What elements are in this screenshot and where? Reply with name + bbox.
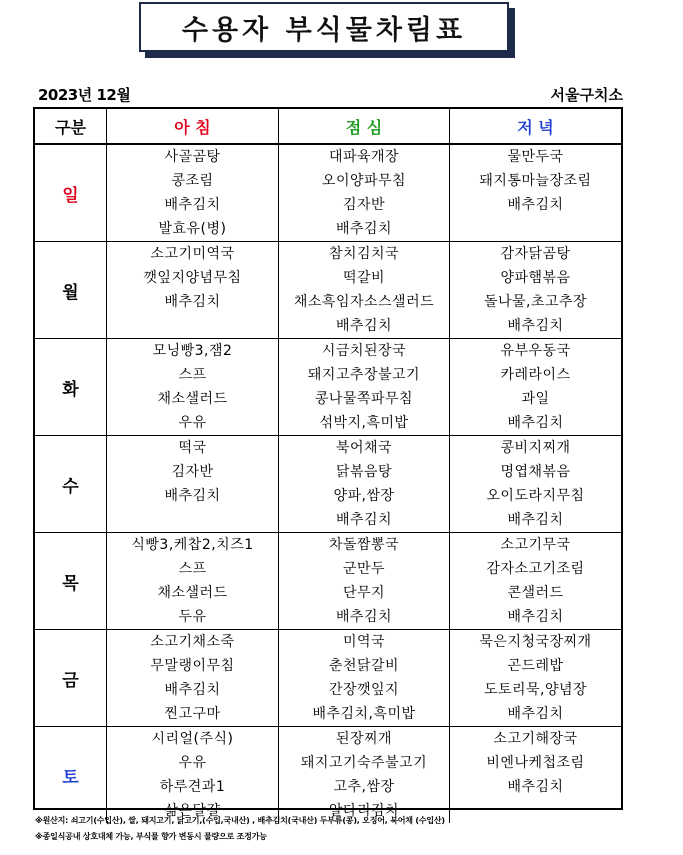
header-lunch: 점 심: [279, 109, 450, 145]
dish-item: 물만두국: [507, 149, 564, 165]
dish-item: 참치김치국: [328, 246, 400, 262]
dish-item: 시금치된장국: [321, 343, 407, 359]
header-breakfast: 아 침: [107, 109, 279, 145]
dish-item: 도토리묵,양념장: [483, 682, 588, 698]
dish-item: 콩조림: [171, 173, 214, 189]
dish-item: 양파햄볶음: [500, 270, 571, 286]
day-label: 토: [35, 727, 107, 823]
dinner-cell: [450, 533, 621, 630]
dish-item: 채소샐러드: [157, 391, 228, 407]
dish-item: 무말랭이무침: [150, 658, 235, 674]
dish-item: 간장깻잎지: [328, 682, 400, 698]
dish-item: 배추김치: [335, 318, 393, 334]
header-category: 구분: [35, 109, 107, 145]
dish-item: 양파,쌈장: [333, 488, 395, 504]
dish-item: 떡갈비: [342, 270, 386, 286]
dish-item: 배추김치: [507, 415, 564, 431]
dish-item: 배추김치: [164, 488, 221, 504]
menu-table: [33, 107, 623, 819]
dish-item: 우유: [178, 755, 207, 771]
dish-item: 배추김치: [335, 221, 393, 237]
dish-item: 감자닭곰탕: [500, 246, 571, 262]
dish-item: 우유: [178, 415, 207, 431]
dish-item: 배추김치: [335, 512, 393, 528]
dish-item: 돌나물,초고추장: [483, 294, 588, 310]
dish-item: 묵은지청국장찌개: [479, 634, 592, 650]
dish-item: 소고기미역국: [150, 246, 235, 262]
title-box: [139, 2, 509, 52]
lunch-cell: [279, 242, 450, 339]
lunch-cell: [279, 727, 450, 823]
dish-item: 배추김치: [507, 512, 564, 528]
dish-item: 시리얼(주식): [151, 731, 234, 747]
dinner-cell: [450, 339, 621, 436]
dish-item: 카레라이스: [500, 367, 571, 383]
day-label: 수: [35, 436, 107, 533]
breakfast-cell: [107, 339, 279, 436]
dish-item: 하루견과1: [159, 779, 226, 795]
day-label: 목: [35, 533, 107, 630]
dish-item: 춘천닭갈비: [328, 658, 400, 674]
day-label: 월: [35, 242, 107, 339]
dish-item: 고추,쌈장: [333, 779, 395, 795]
dish-item: 섞박지,흑미밥: [319, 415, 409, 431]
breakfast-cell: [107, 242, 279, 339]
dish-item: 돼지통마늘장조림: [479, 173, 592, 189]
dish-item: 깻잎지양념무침: [143, 270, 242, 286]
lunch-cell: [279, 145, 450, 242]
dish-item: 오이도라지무침: [486, 488, 585, 504]
day-label: 일: [35, 145, 107, 242]
dish-item: 알타리김치: [328, 803, 400, 819]
header-dinner: 저 녁: [450, 109, 621, 145]
lunch-cell: [279, 436, 450, 533]
dish-item: 두유: [178, 609, 207, 625]
dish-item: 군만두: [342, 561, 386, 577]
dish-item: 감자소고기조림: [486, 561, 585, 577]
dish-item: 북어채국: [335, 440, 393, 456]
lunch-cell: [279, 339, 450, 436]
dish-item: 된장찌개: [335, 731, 393, 747]
dish-item: 배추김치: [164, 294, 221, 310]
dish-item: 스프: [178, 561, 207, 577]
period-label: 2023년 12월: [38, 86, 131, 104]
dish-item: 모닝빵3,잼2: [152, 343, 233, 359]
breakfast-cell: [107, 727, 279, 823]
dish-item: 돼지고기숙주불고기: [300, 755, 428, 771]
lunch-cell: [279, 630, 450, 727]
dinner-cell: [450, 242, 621, 339]
dinner-cell: [450, 145, 621, 242]
dish-item: 발효유(병): [158, 221, 227, 237]
dish-item: 소고기채소죽: [150, 634, 235, 650]
day-label: 화: [35, 339, 107, 436]
dish-item: 떡국: [178, 440, 207, 456]
dish-item: 배추김치: [335, 609, 393, 625]
breakfast-cell: [107, 436, 279, 533]
dish-item: 김자반: [171, 464, 214, 480]
dish-item: 닭볶음탕: [335, 464, 393, 480]
breakfast-cell: [107, 145, 279, 242]
dish-item: 콘샐러드: [507, 585, 564, 601]
dish-item: 콩비지찌개: [500, 440, 571, 456]
dish-item: 배추김치: [507, 779, 564, 795]
dish-item: 삶은달걀: [164, 803, 221, 819]
dish-item: 대파육개장: [328, 149, 400, 165]
dish-item: 돼지고추장불고기: [307, 367, 421, 383]
dish-item: 채소흑임자소스샐러드: [293, 294, 435, 310]
dish-item: 명엽채볶음: [500, 464, 571, 480]
dish-item: 소고기해장국: [493, 731, 578, 747]
page-title: 수용자 부식물차림표: [181, 14, 467, 46]
day-label: 금: [35, 630, 107, 727]
dish-item: 소고기무국: [500, 537, 571, 553]
dish-item: 사골곰탕: [164, 149, 221, 165]
breakfast-cell: [107, 630, 279, 727]
dish-item: 과일: [521, 391, 550, 407]
dish-item: 채소샐러드: [157, 585, 228, 601]
dinner-cell: [450, 436, 621, 533]
dish-item: 오이양파무침: [321, 173, 407, 189]
dish-item: 미역국: [342, 634, 386, 650]
dish-item: 배추김치: [507, 609, 564, 625]
dish-item: 배추김치: [507, 318, 564, 334]
dish-item: 배추김치: [507, 706, 564, 722]
dish-item: 곤드레밥: [507, 658, 564, 674]
organization-label: 서울구치소: [550, 86, 623, 104]
dinner-cell: [450, 727, 621, 823]
dish-item: 식빵3,케찹2,치즈1: [131, 537, 254, 553]
dish-item: 스프: [178, 367, 207, 383]
dish-item: 찐고구마: [164, 706, 221, 722]
dish-item: 김자반: [342, 197, 386, 213]
breakfast-cell: [107, 533, 279, 630]
dish-item: 배추김치: [507, 197, 564, 213]
footnote-origin: ※원산지: 쇠고기(수입산), 쌀, 돼지고기, 닭고기,(수입,국내산) , 배추김치(국내산) 두부류(콩), 오징어, 북어채 (수입산): [35, 816, 445, 825]
dish-item: 차돌짬뽕국: [328, 537, 400, 553]
dish-item: 비엔나케첩조림: [486, 755, 585, 771]
dish-item: 배추김치: [164, 682, 221, 698]
dish-item: 유부우동국: [500, 343, 571, 359]
dish-item: 단무지: [342, 585, 386, 601]
dish-item: 배추김치,흑미밥: [312, 706, 416, 722]
dish-item: 콩나물쪽파무침: [314, 391, 414, 407]
footnote-substitution: ※종일식공내 상호대체 가능, 부식물 향가 변동시 물량으로 조정가능: [35, 832, 267, 841]
lunch-cell: [279, 533, 450, 630]
dish-item: 배추김치: [164, 197, 221, 213]
dinner-cell: [450, 630, 621, 727]
